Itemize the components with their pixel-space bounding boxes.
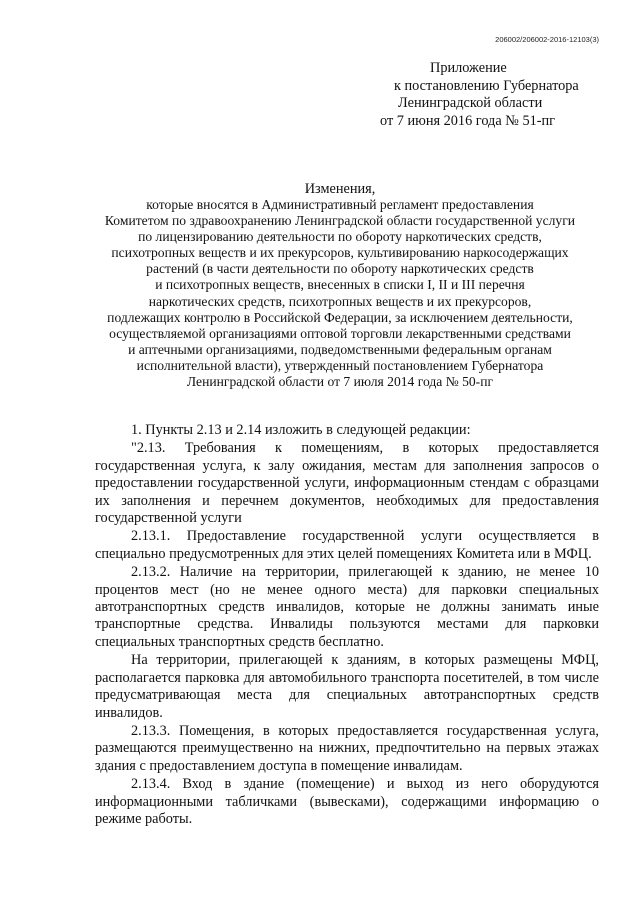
title-line: которые вносятся в Административный регламент предоставления bbox=[146, 197, 534, 212]
title-line: осуществляемой организациями оптовой торговли лекарственными средствами bbox=[109, 325, 571, 341]
title-line: растений (в части деятельности по обороту наркотических средств bbox=[146, 261, 534, 277]
title-line: психотропных веществ и их прекурсоров, культивированию наркосодержащих bbox=[111, 245, 569, 261]
document-title-block bbox=[60, 181, 620, 390]
title-line: и аптечными организациями, подведомственными федеральным органам bbox=[128, 341, 552, 357]
paragraph-mfc-parking: На территории, прилегающей к зданиям, в которых размещены МФЦ, располагается парковка для автомобильного транспорта посетителей, в том числе предусматривающая места для специальных автотранспортных средств инвалидов. bbox=[95, 652, 599, 721]
paragraph-2-13-2: 2.13.2. Наличие на территории, прилегающей к зданию, не менее 10 процентов мест (но не менее одного места) для парковки специальных автотранспортных средств инвалидов, которые не должны занимать иные транспортные средства. Инвалиды пользуются местами для парковки специальных транспортных средств бесплатно. bbox=[95, 564, 599, 650]
title-line: подлежащих контролю в Российской Федерации, за исключением деятельности, bbox=[107, 309, 573, 325]
title-heading: Изменения, bbox=[304, 181, 376, 197]
paragraph-2-13-1: 2.13.1. Предоставление государственной услуги осуществляется в специально предусмотренных для этих целей помещениях Комитета или в МФЦ. bbox=[95, 528, 599, 562]
title-line: исполнительной власти), утвержденный постановлением Губернатора bbox=[136, 357, 544, 373]
title-line: и психотропных веществ, внесенных в списки I, II и III перечня bbox=[155, 277, 525, 293]
title-line: Комитетом по здравоохранению Ленинградской области государственной услуги bbox=[104, 213, 576, 229]
approval-line-region: Ленинградской области bbox=[398, 95, 543, 111]
title-line: наркотических средств, психотропных веществ и их прекурсоров, bbox=[148, 293, 532, 309]
approval-block bbox=[372, 60, 612, 130]
approval-line-appendix: Приложение bbox=[430, 60, 507, 76]
paragraph-2-13-3: 2.13.3. Помещения, в которых предоставляется государственная услуга, размещаются преимущественно на нижних, предпочтительно на первых этажах здания с предоставлением доступа в помещение инвалидам. bbox=[95, 722, 599, 774]
document-registration-code: 206002/206002-2016-12103(3) bbox=[495, 35, 599, 44]
title-line: по лицензированию деятельности по обороту наркотических средств, bbox=[138, 229, 542, 245]
title-line: Ленинградской области от 7 июля 2014 года № 50-пг bbox=[186, 374, 494, 390]
paragraph-2-13: "2.13. Требования к помещениям, в которых предоставляется государственная услуга, к залу ожидания, местам для заполнения запросов о предоставлении государственной услуги, информационным стендам с образцами их заполнения и перечнем документов, необходимых для предоставления государственной услуги bbox=[95, 440, 599, 527]
document-body bbox=[95, 422, 599, 828]
approval-line-date: от 7 июня 2016 года № 51-пг bbox=[380, 112, 556, 129]
approval-line-decree: к постановлению Губернатора bbox=[394, 77, 579, 94]
paragraph-2-13-4: 2.13.4. Вход в здание (помещение) и выход из него оборудуются информационными табличками (вывесками), содержащими информацию о режиме работы. bbox=[95, 776, 599, 827]
paragraph-item-1: 1. Пункты 2.13 и 2.14 изложить в следующей редакции: bbox=[131, 422, 471, 438]
